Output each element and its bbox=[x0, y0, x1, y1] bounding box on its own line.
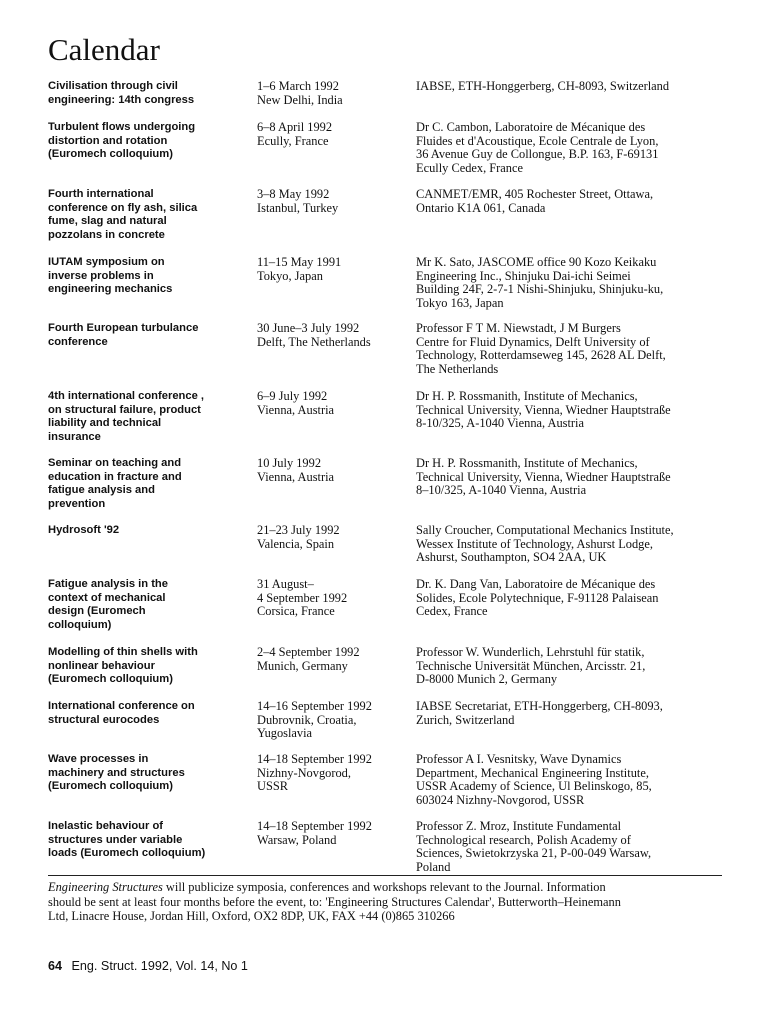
event-date-location bbox=[257, 322, 413, 349]
event-date-location-line: Yugoslavia bbox=[257, 726, 313, 741]
event-title bbox=[48, 646, 248, 687]
event-date-location bbox=[257, 646, 413, 673]
event-contact-line: D-8000 Munich 2, Germany bbox=[416, 672, 558, 687]
event-title-line: conference on fly ash, silica bbox=[48, 201, 198, 214]
event-title-line: Fourth international bbox=[48, 188, 154, 200]
event-title-line: Fatigue analysis in the bbox=[48, 578, 168, 590]
event-contact-line: Ashurst, Southampton, SO4 2AA, UK bbox=[416, 550, 607, 565]
event-contact-line: CANMET/EMR, 405 Rochester Street, Ottawa, bbox=[416, 187, 654, 201]
event-title-line: International conference on bbox=[48, 700, 195, 712]
event-contact-line: Dr H. P. Rossmanith, Institute of Mechanics, bbox=[416, 389, 638, 403]
event-date-location-line: Vienna, Austria bbox=[257, 469, 335, 484]
event-date-location-line: 11–15 May 1991 bbox=[257, 255, 342, 269]
event-title-line: loads (Euromech colloquium) bbox=[48, 847, 206, 860]
footnote-line: Ltd, Linacre House, Jordan Hill, Oxford, OX2 8DP, UK, FAX +44 (0)865 310266 bbox=[48, 909, 455, 923]
event-date-location-line: 3–8 May 1992 bbox=[257, 187, 330, 201]
event-date-location-line: Corsica, France bbox=[257, 604, 335, 619]
event-title bbox=[48, 524, 248, 538]
event-date-location bbox=[257, 753, 413, 794]
event-title-line: prevention bbox=[48, 498, 106, 511]
event-date-location bbox=[257, 121, 413, 148]
event-contact-line: Zurich, Switzerland bbox=[416, 712, 515, 727]
event-date-location-line: 31 August– bbox=[257, 577, 314, 591]
event-title-line: structural eurocodes bbox=[48, 713, 160, 726]
event-title bbox=[48, 256, 248, 297]
footnote-line bbox=[48, 880, 728, 895]
event-date-location-line: 4 September 1992 bbox=[257, 590, 348, 605]
event-title bbox=[48, 457, 248, 512]
event-title-line: inverse problems in bbox=[48, 269, 154, 282]
event-contact bbox=[416, 80, 756, 94]
event-date-location bbox=[257, 390, 413, 417]
event-title-line: on structural failure, product bbox=[48, 403, 201, 416]
event-title bbox=[48, 390, 248, 445]
event-title-line: engineering mechanics bbox=[48, 283, 173, 296]
event-date-location bbox=[257, 457, 413, 484]
page-title: Calendar bbox=[48, 32, 160, 67]
event-contact-line: Technical University, Vienna, Wiedner Hauptstraße bbox=[416, 402, 671, 417]
event-date-location-line: 14–18 September 1992 bbox=[257, 819, 372, 833]
event-contact bbox=[416, 188, 756, 215]
event-contact bbox=[416, 524, 756, 565]
event-contact-line: Cedex, France bbox=[416, 604, 488, 619]
event-title-line: engineering: 14th congress bbox=[48, 93, 195, 106]
event-date-location-line: 6–8 April 1992 bbox=[257, 120, 333, 134]
event-date-location-line: Valencia, Spain bbox=[257, 536, 335, 551]
event-contact-line: Fluides et d'Acoustique, Ecole Centrale de Lyon, bbox=[416, 133, 659, 148]
event-contact-line: USSR Academy of Science, Ul Belinskogo, 85, bbox=[416, 779, 652, 794]
event-date-location-line: 14–18 September 1992 bbox=[257, 752, 372, 766]
event-title bbox=[48, 820, 248, 861]
event-contact-line: Professor W. Wunderlich, Lehrstuhl für statik, bbox=[416, 645, 645, 659]
event-date-location-line: New Delhi, India bbox=[257, 92, 343, 107]
event-title bbox=[48, 188, 248, 243]
event-date-location-line: 21–23 July 1992 bbox=[257, 523, 340, 537]
event-contact-line: IABSE, ETH-Honggerberg, CH-8093, Switzerland bbox=[416, 79, 670, 93]
event-title-line: nonlinear behaviour bbox=[48, 659, 155, 672]
event-contact-line: Sally Croucher, Computational Mechanics Institute, bbox=[416, 523, 674, 537]
event-date-location bbox=[257, 80, 413, 107]
event-contact bbox=[416, 753, 756, 808]
event-date-location bbox=[257, 188, 413, 215]
event-date-location bbox=[257, 524, 413, 551]
event-date-location-line: 6–9 July 1992 bbox=[257, 389, 328, 403]
event-contact-line: 8–10/325, A-1040 Vienna, Austria bbox=[416, 483, 587, 498]
event-date-location-line: 30 June–3 July 1992 bbox=[257, 321, 360, 335]
event-title-line: Civilisation through civil bbox=[48, 80, 178, 92]
event-title-line: Turbulent flows undergoing bbox=[48, 121, 196, 133]
event-contact bbox=[416, 121, 756, 176]
event-title-line: design (Euromech bbox=[48, 605, 146, 618]
event-title-line: liability and technical bbox=[48, 417, 162, 430]
footnote bbox=[48, 880, 728, 924]
event-title-line: machinery and structures bbox=[48, 766, 185, 779]
event-contact-line: Technology, Rotterdamseweg 145, 2628 AL Delft, bbox=[416, 348, 666, 363]
footnote-line: should be sent at least four months before the event, to: 'Engineering Structures Calendar', Butterworth–Heinemann bbox=[48, 894, 621, 909]
event-title bbox=[48, 80, 248, 107]
event-title-line: context of mechanical bbox=[48, 591, 166, 604]
event-contact-line: Wessex Institute of Technology, Ashurst Lodge, bbox=[416, 536, 653, 551]
event-title-line: Seminar on teaching and bbox=[48, 457, 182, 469]
event-contact-line: Dr H. P. Rossmanith, Institute of Mechanics, bbox=[416, 456, 638, 470]
event-contact-line: Centre for Fluid Dynamics, Delft University of bbox=[416, 334, 650, 349]
event-title-line: distortion and rotation bbox=[48, 134, 168, 147]
event-title-line: education in fracture and bbox=[48, 470, 182, 483]
event-contact-line: Tokyo 163, Japan bbox=[416, 296, 504, 311]
event-title-line: structures under variable bbox=[48, 833, 183, 846]
event-contact-line: Professor A I. Vesnitsky, Wave Dynamics bbox=[416, 752, 622, 766]
event-date-location bbox=[257, 700, 413, 741]
event-title bbox=[48, 322, 248, 349]
event-contact bbox=[416, 700, 756, 727]
event-title-line: colloquium) bbox=[48, 619, 112, 632]
event-date-location-line: 10 July 1992 bbox=[257, 456, 322, 470]
event-contact-line: IABSE Secretariat, ETH-Honggerberg, CH-8093, bbox=[416, 699, 663, 713]
event-date-location-line: Tokyo, Japan bbox=[257, 268, 323, 283]
event-date-location bbox=[257, 578, 413, 619]
event-contact-line: 603024 Nizhny-Novgorod, USSR bbox=[416, 793, 585, 808]
event-title-line: Inelastic behaviour of bbox=[48, 820, 164, 832]
event-contact-line: Ecully Cedex, France bbox=[416, 161, 524, 176]
event-contact bbox=[416, 322, 756, 377]
event-title-line: IUTAM symposium on bbox=[48, 256, 165, 268]
event-title-line: fatigue analysis and bbox=[48, 484, 155, 497]
event-date-location-line: Vienna, Austria bbox=[257, 402, 335, 417]
footnote-text: will publicize symposia, conferences and workshops relevant to the Journal. Information bbox=[162, 880, 606, 894]
event-contact-line: Ontario K1A 061, Canada bbox=[416, 200, 546, 215]
event-contact bbox=[416, 256, 756, 311]
event-title-line: (Euromech colloquium) bbox=[48, 148, 173, 161]
event-date-location-line: Nizhny-Novgorod, bbox=[257, 765, 351, 780]
event-contact-line: Sciences, Swietokrzyska 21, P-00-049 Warsaw, bbox=[416, 846, 652, 861]
event-contact-line: Professor Z. Mroz, Institute Fundamental bbox=[416, 819, 622, 833]
event-contact-line: Dr. K. Dang Van, Laboratoire de Mécanique des bbox=[416, 577, 656, 591]
event-title-line: (Euromech colloquium) bbox=[48, 780, 173, 793]
event-title bbox=[48, 700, 248, 727]
event-contact-line: Building 24F, 2-7-1 Nishi-Shinjuku, Shinjuku-ku, bbox=[416, 282, 664, 297]
event-title-line: Hydrosoft '92 bbox=[48, 524, 120, 536]
event-date-location-line: 2–4 September 1992 bbox=[257, 645, 360, 659]
event-date-location-line: Warsaw, Poland bbox=[257, 832, 337, 847]
event-title-line: conference bbox=[48, 335, 108, 348]
event-date-location-line: 14–16 September 1992 bbox=[257, 699, 372, 713]
event-title bbox=[48, 753, 248, 794]
event-title-line: fume, slag and natural bbox=[48, 215, 167, 228]
event-date-location-line: Dubrovnik, Croatia, bbox=[257, 712, 357, 727]
event-contact bbox=[416, 390, 756, 431]
event-date-location-line: Ecully, France bbox=[257, 133, 329, 148]
event-title bbox=[48, 578, 248, 633]
event-title-line: (Euromech colloquium) bbox=[48, 673, 173, 686]
event-contact-line: Dr C. Cambon, Laboratoire de Mécanique des bbox=[416, 120, 646, 134]
event-contact-line: Professor F T M. Niewstadt, J M Burgers bbox=[416, 321, 621, 335]
event-date-location-line: Delft, The Netherlands bbox=[257, 334, 371, 349]
event-contact-line: Technical University, Vienna, Wiedner Hauptstraße bbox=[416, 469, 671, 484]
page-number: 64 bbox=[48, 959, 63, 973]
event-contact-line: The Netherlands bbox=[416, 362, 499, 377]
event-contact-line: Poland bbox=[416, 860, 451, 875]
event-date-location bbox=[257, 820, 413, 847]
event-contact-line: Technological research, Polish Academy of bbox=[416, 832, 631, 847]
page-footer bbox=[48, 958, 248, 974]
event-title-line: Fourth European turbulance bbox=[48, 322, 199, 334]
event-date-location-line: Munich, Germany bbox=[257, 658, 348, 673]
footnote-rule bbox=[48, 875, 722, 876]
event-contact-line: 36 Avenue Guy de Collongue, B.P. 163, F-69131 bbox=[416, 147, 659, 162]
event-date-location-line: Istanbul, Turkey bbox=[257, 200, 339, 215]
event-contact-line: Engineering Inc., Shinjuku Dai-ichi Seimei bbox=[416, 268, 631, 283]
event-title-line: insurance bbox=[48, 431, 101, 444]
journal-name: Engineering Structures bbox=[48, 880, 163, 894]
event-contact bbox=[416, 457, 756, 498]
event-title-line: 4th international conference , bbox=[48, 390, 205, 402]
event-title-line: Modelling of thin shells with bbox=[48, 646, 198, 658]
journal-citation: Eng. Struct. 1992, Vol. 14, No 1 bbox=[71, 959, 248, 973]
event-contact bbox=[416, 820, 756, 875]
event-date-location-line: 1–6 March 1992 bbox=[257, 79, 339, 93]
event-date-location bbox=[257, 256, 413, 283]
event-contact bbox=[416, 646, 756, 687]
event-contact-line: Department, Mechanical Engineering Institute, bbox=[416, 765, 649, 780]
event-title bbox=[48, 121, 248, 162]
event-date-location-line: USSR bbox=[257, 779, 288, 794]
event-contact-line: Solides, Ecole Polytechnique, F-91128 Palaisean bbox=[416, 590, 659, 605]
event-contact-line: Mr K. Sato, JASCOME office 90 Kozo Keikaku bbox=[416, 255, 657, 269]
event-contact-line: Technische Universität München, Arcisstr. 21, bbox=[416, 658, 646, 673]
event-title-line: pozzolans in concrete bbox=[48, 229, 165, 242]
event-contact bbox=[416, 578, 756, 619]
event-contact-line: 8-10/325, A-1040 Vienna, Austria bbox=[416, 416, 585, 431]
event-title-line: Wave processes in bbox=[48, 753, 149, 765]
